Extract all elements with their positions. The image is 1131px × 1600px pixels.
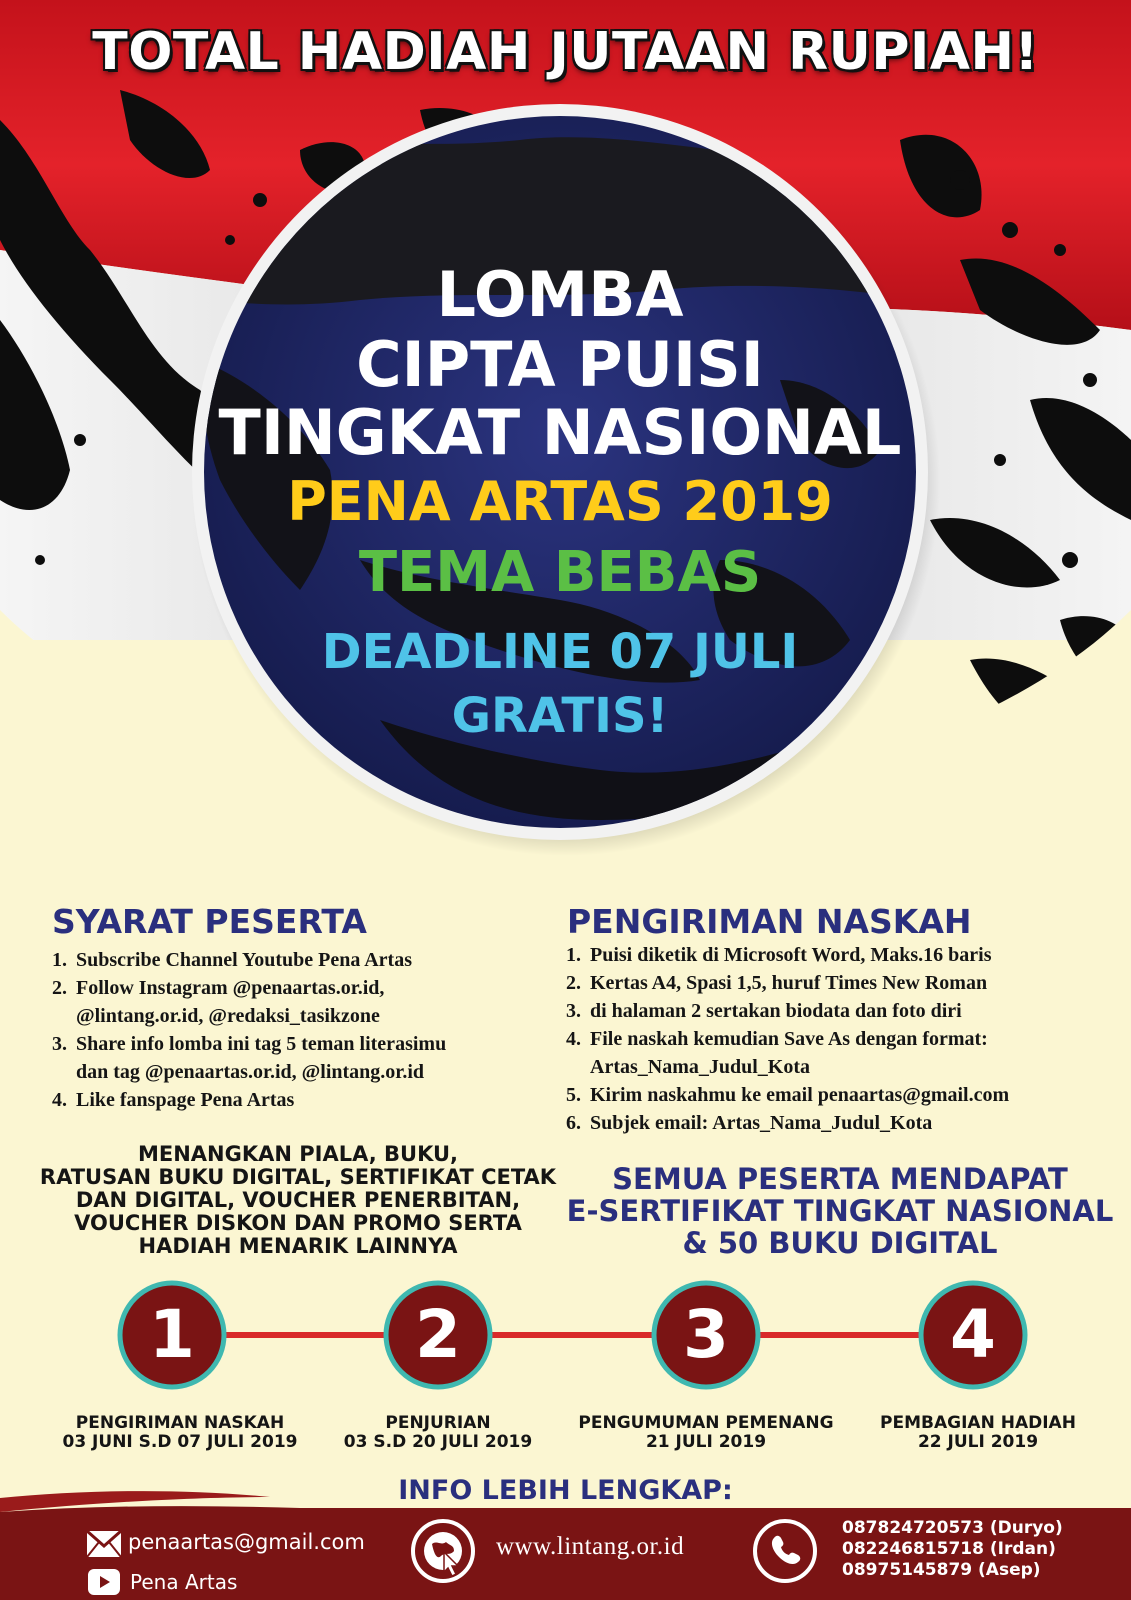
timeline-step-caption: [838, 1414, 1118, 1452]
timeline-step-date: 22 JULI 2019: [917, 1432, 1039, 1452]
contact-email[interactable]: penaartas@gmail.com: [128, 1530, 365, 1554]
phone-icon: [752, 1518, 818, 1584]
all-participants-line: SEMUA PESERTA MENDAPAT: [612, 1162, 1068, 1196]
requirement-item-number: 3.: [52, 1033, 67, 1055]
hero-line-gratis: GRATIS!: [451, 688, 669, 744]
submission-item-text: Kertas A4, Spasi 1,5, huruf Times New Roman: [590, 972, 988, 994]
requirement-item-text: @lintang.or.id, @redaksi_tasikzone: [76, 1005, 380, 1027]
info-title: INFO LEBIH LENGKAP:: [398, 1475, 733, 1506]
hero-line-lomba: LOMBA: [436, 258, 684, 331]
timeline-step-date: 03 JUNI S.D 07 JULI 2019: [62, 1432, 298, 1452]
submission-item-number: 4.: [566, 1028, 581, 1050]
headline: TOTAL HADIAH JUTAAN RUPIAH!: [92, 22, 1039, 82]
timeline-step-title: PENJURIAN: [385, 1413, 491, 1433]
timeline-step-title: PENGUMUMAN PEMENANG: [578, 1413, 834, 1433]
submission-item-text: File naskah kemudian Save As dengan format:: [590, 1028, 988, 1050]
hero-line-deadline: DEADLINE 07 JULI: [321, 624, 799, 680]
all-participants-line: E-SERTIFIKAT TINGKAT NASIONAL: [566, 1194, 1114, 1228]
contact-phone-number[interactable]: 08975145879 (Asep): [842, 1560, 1041, 1580]
timeline-step-title: PEMBAGIAN HADIAH: [880, 1413, 1076, 1433]
contact-phone-number[interactable]: 082246815718 (Irdan): [842, 1539, 1056, 1559]
contact-phone-number[interactable]: 087824720573 (Duryo): [842, 1518, 1063, 1538]
hero-line-tema-bebas: TEMA BEBAS: [358, 540, 762, 605]
requirement-item-number: 2.: [52, 977, 67, 999]
timeline-step-date: 03 S.D 20 JULI 2019: [343, 1432, 533, 1452]
prize-line: VOUCHER DISKON DAN PROMO SERTA: [74, 1211, 522, 1235]
submission-item-text: di halaman 2 sertakan biodata dan foto diri: [590, 1000, 962, 1022]
requirement-item-text: Share info lomba ini tag 5 teman literasimu: [76, 1033, 447, 1055]
prize-line: RATUSAN BUKU DIGITAL, SERTIFIKAT CETAK: [39, 1165, 557, 1189]
all-participants-line: & 50 BUKU DIGITAL: [682, 1226, 998, 1260]
contact-website[interactable]: www.lintang.or.id: [496, 1533, 685, 1560]
requirement-item-number: 1.: [52, 949, 67, 971]
mail-icon: [86, 1530, 122, 1558]
timeline-step-number: 3: [683, 1296, 729, 1373]
hero-line-tingkat-nasional: TINGKAT NASIONAL: [218, 396, 902, 469]
submission-item-text: Kirim naskahmu ke email penaartas@gmail.com: [590, 1084, 1010, 1106]
submission-item-number: 6.: [566, 1112, 581, 1134]
timeline-step-caption: [298, 1414, 578, 1452]
submission-item-text: Subjek email: Artas_Nama_Judul_Kota: [590, 1112, 933, 1134]
youtube-icon: [88, 1569, 120, 1595]
submission-item-number: 3.: [566, 1000, 581, 1022]
requirement-item-number: 4.: [52, 1089, 67, 1111]
timeline-step-date: 21 JULI 2019: [645, 1432, 767, 1452]
requirement-item-text: Like fanspage Pena Artas: [76, 1089, 295, 1111]
submission-title: PENGIRIMAN NASKAH: [567, 902, 972, 941]
requirements-title: SYARAT PESERTA: [52, 902, 367, 941]
timeline-step-number: 2: [415, 1296, 461, 1373]
requirement-item-text: dan tag @penaartas.or.id, @lintang.or.id: [76, 1061, 425, 1083]
timeline-step-number: 4: [950, 1296, 996, 1373]
submission-item-number: 1.: [566, 944, 581, 966]
prize-line: DAN DIGITAL, VOUCHER PENERBITAN,: [75, 1188, 521, 1212]
contact-youtube[interactable]: Pena Artas: [130, 1570, 238, 1594]
prize-line: HADIAH MENARIK LAINNYA: [138, 1234, 458, 1258]
timeline-step-caption: [40, 1414, 320, 1452]
submission-item-number: 5.: [566, 1084, 581, 1106]
requirement-item-text: Follow Instagram @penaartas.or.id,: [76, 977, 385, 999]
submission-item-text: Artas_Nama_Judul_Kota: [590, 1056, 811, 1078]
timeline-step-title: PENGIRIMAN NASKAH: [75, 1413, 285, 1433]
globe-cursor-icon: [410, 1518, 476, 1584]
submission-item-text: Puisi diketik di Microsoft Word, Maks.16 baris: [590, 944, 992, 966]
submission-item-number: 2.: [566, 972, 581, 994]
hero-line-cipta-puisi: CIPTA PUISI: [356, 328, 764, 401]
hero-line-pena-artas: PENA ARTAS 2019: [287, 470, 833, 533]
prize-line: MENANGKAN PIALA, BUKU,: [137, 1142, 459, 1166]
timeline-step-caption: [566, 1414, 846, 1452]
timeline-step-number: 1: [149, 1296, 195, 1373]
requirement-item-text: Subscribe Channel Youtube Pena Artas: [76, 949, 412, 971]
contact-phones: [842, 1518, 1063, 1581]
